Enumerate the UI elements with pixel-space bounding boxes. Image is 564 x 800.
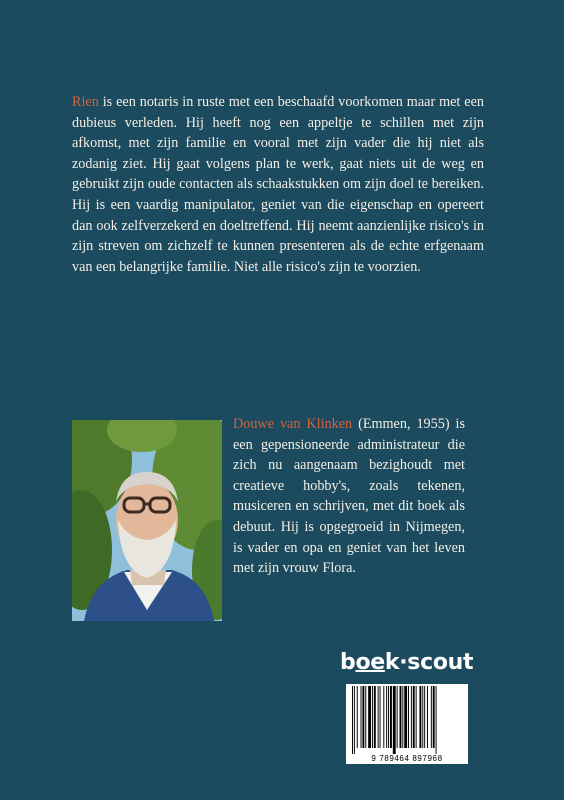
barcode-bar (365, 686, 366, 748)
barcode-bar (413, 686, 415, 748)
author-bio (233, 414, 465, 579)
logo-text-1: b (340, 650, 356, 675)
barcode-bar (352, 686, 353, 754)
barcode-bar (357, 686, 358, 748)
logo-text-2: oe (355, 650, 385, 675)
barcode-bar (386, 686, 387, 748)
logo-text-3: k (384, 650, 400, 675)
barcode-bar (408, 686, 409, 748)
barcode-bar (427, 686, 428, 748)
barcode-bar (380, 686, 381, 748)
author-bio-text: (Emmen, 1955) is een gepensioneerde administrateur die zich nu aangenaam bezighoudt met creatieve hobby's, zoals tekenen, musiceren en schrijven, met dit boek als debuut. Hij is opgegroeid in Nijmegen, is vader en opa en geniet van het leven met zijn vrouw Flora. (233, 416, 466, 577)
barcode-bar (402, 686, 403, 748)
author-photo (72, 420, 222, 621)
barcode-bars (346, 686, 468, 754)
barcode-bar (424, 686, 425, 748)
barcode-bar (416, 686, 417, 748)
barcode-bar (393, 686, 396, 754)
barcode-bar (388, 686, 389, 748)
barcode-bar (419, 686, 421, 748)
barcode-bar (431, 686, 432, 748)
barcode-bar (361, 686, 362, 748)
logo-dot: · (399, 650, 408, 675)
author-name: Douwe van Klinken (233, 416, 353, 432)
barcode-bar (374, 686, 376, 748)
back-cover-blurb (72, 92, 484, 277)
character-name: Rien (72, 94, 99, 110)
barcode-bar (354, 686, 355, 754)
logo-text-4: scout (407, 650, 474, 675)
barcode-bar (368, 686, 371, 748)
isbn-number: 9 789464 897968 (371, 754, 443, 763)
barcode-bar (404, 686, 407, 748)
barcode-bar (433, 686, 435, 748)
barcode-bar (372, 686, 373, 748)
isbn-barcode (346, 684, 468, 764)
barcode-bar (378, 686, 379, 748)
barcode-bar (411, 686, 412, 748)
barcode-bar (390, 686, 392, 748)
barcode-bar (400, 686, 402, 748)
barcode-bar (422, 686, 423, 748)
barcode-bar (362, 686, 364, 748)
barcode-bar (436, 686, 437, 754)
barcode-bar (397, 686, 398, 748)
publisher-logo (340, 650, 474, 680)
barcode-bar (383, 686, 384, 748)
blurb-text: is een notaris in ruste met een beschaafd voorkomen maar met een dubieus verleden. Hij heeft nog een appeltje te schillen met zijn afkomst, met zijn familie en vooral met zijn vader die hij niet als zodanig ziet. Hij gaat volgens plan te werk, gaat niets uit de weg en gebruikt zijn oude contacten als schaakstukken om zijn doel te bereiken. Hij is een vaardig manipulator, geniet van die eigenschap en opereert dan ook zelfverzekerd en doeltreffend. Hij neemt aanzienlijke risico's in zijn streven om zichzelf te kunnen presenteren als de echte erfgenaam van een belangrijke familie. Niet alle risico's zijn te voorzien. (72, 94, 484, 275)
